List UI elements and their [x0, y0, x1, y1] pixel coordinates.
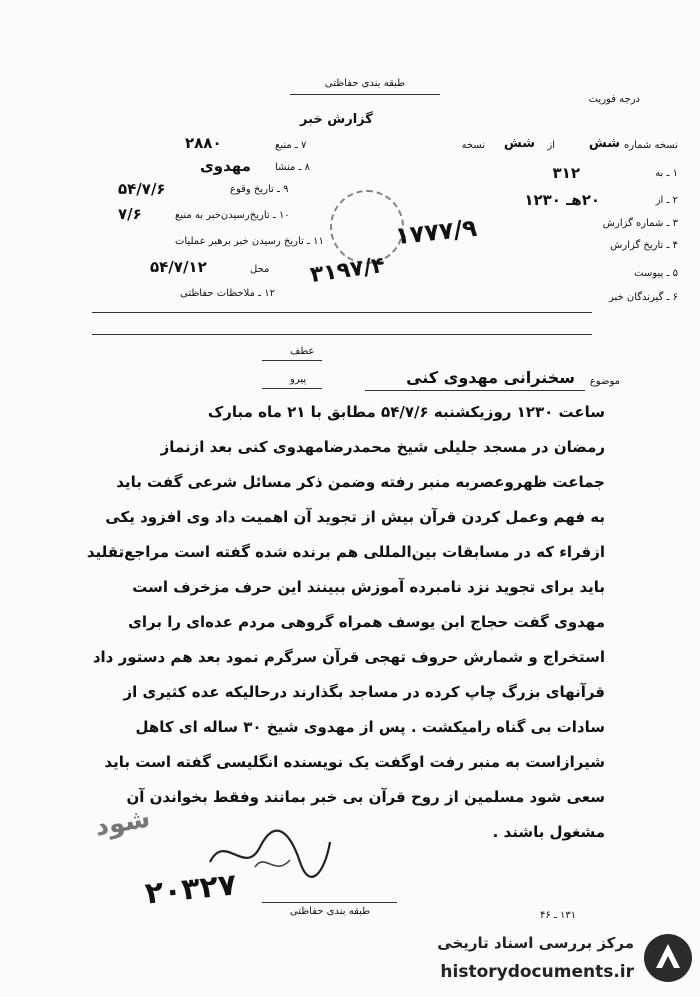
field-to-value: ۳۱۲: [552, 164, 580, 182]
copy-number-value: شش: [588, 136, 620, 151]
field-source-received-value: ۷/۶: [118, 205, 142, 223]
round-stamp: [330, 190, 404, 264]
copy-suffix: نسخه: [461, 140, 485, 151]
header-rule-2: [92, 334, 592, 335]
classification-top: طبقه بندی حفاظتی: [324, 78, 406, 89]
body-line: مهدوی گفت حجاج ابن یوسف همراه گروهی مردم عده‌ای را برای: [128, 613, 605, 631]
copy-from-value: شش: [503, 136, 535, 151]
field-occurrence-date-value: ۵۴/۷/۶: [118, 180, 166, 198]
field-to-label: ۱ ـ به: [655, 168, 678, 179]
field-source-received-label: ۱۰ ـ تاریخ‌رسیدن‌خبر به منبع: [175, 210, 290, 221]
subject-underline: [365, 390, 585, 391]
field-recipients-label: ۶ ـ گیرندگان خبر: [608, 292, 678, 303]
priority-label: درجه فوریت: [588, 94, 640, 105]
archive-logo-icon: [642, 932, 694, 984]
field-report-number-label: ۳ ـ شماره گزارش: [602, 218, 678, 229]
field-source-value: ۲۸۸۰: [185, 134, 222, 152]
body-line: رمضان در مسجد جلیلی شیخ محمدرضامهدوی کنی بعد ازنماز: [160, 438, 605, 456]
field-place-value: ۵۴/۷/۱۲: [150, 258, 207, 276]
body-line: استخراج و شمارش حروف تهجی قرآن سرگرم نمود بعد هم دستور داد: [92, 648, 605, 666]
subject-label: موضوع: [589, 376, 620, 387]
subject-value: سخنرانی مهدوی کنی: [406, 368, 575, 387]
body-line: قرآنهای بزرگ چاپ کرده در مساجد بگذارند درحالیکه عده کثیری از: [123, 683, 605, 701]
watermark-title: مرکز بررسی اسناد تاریخی: [437, 934, 634, 952]
body-line: ازقراء که در مسابقات بین‌المللی هم برنده شده گفته است مراجع‌تقلید: [86, 543, 605, 561]
header-rule-1: [92, 312, 592, 313]
stamp-number-first: ۱۷۷۷/۹: [393, 213, 479, 251]
body-line: مشغول باشند .: [492, 823, 605, 841]
peyro-rule: [262, 388, 322, 389]
field-attachment-label: ۵ ـ پیوست: [634, 268, 678, 279]
field-report-date-label: ۴ ـ تاریخ گزارش: [610, 240, 678, 251]
body-line: ساعت ۱۲۳۰ روزیکشنبه ۵۴/۷/۶ مطابق با ۲۱ ماه مبارک: [207, 403, 605, 421]
body-line: شیرازاست به منبر رفت اوگفت یک نویسنده انگلیسی گفته است باید: [104, 753, 605, 771]
handwritten-note: شود: [92, 803, 153, 843]
body-line: سعی شود مسلمین از روح قرآن بی خبر بمانند وفقط بخواندن آن: [126, 788, 605, 806]
form-code: ۱۳۱ ـ ۴۶: [540, 910, 577, 921]
report-title: گزارش خبر: [300, 112, 373, 127]
body-line: باید برای تجوید نزد نامبرده آموزش ببینند این حرف مزخرف است: [132, 578, 605, 596]
field-from-value: ۲۰هـ ۱۲۳۰: [524, 191, 600, 209]
copy-from-label: از: [547, 140, 555, 151]
classification-bottom: طبقه بندی حفاظتی: [289, 906, 371, 917]
classification-top-rule: [290, 94, 440, 95]
body-line: جماعت ظهروعصربه منبر رفته وضمن ذکر مسائل شرعی گفت باید: [116, 473, 605, 491]
field-ops-received-label: ۱۱ ـ تاریخ رسیدن خبر برهبر عملیات: [175, 236, 324, 247]
atf-rule: [262, 360, 322, 361]
stamp-number-second: ۳۱۹۷/۴: [308, 252, 387, 289]
peyro-label: پیرو: [290, 374, 307, 385]
field-origin-label: ۸ ـ منشا: [275, 162, 311, 173]
copy-number-label: نسخه شماره: [624, 140, 678, 151]
field-from-label: ۲ ـ از: [655, 195, 678, 206]
field-place-label: محل: [250, 264, 270, 275]
handwritten-number: ۲۰۳۲۷: [143, 867, 239, 912]
body-line: سادات بی گناه راميکشت . پس از مهدوی شیخ ۳۰ ساله ای کاهل: [135, 718, 605, 736]
field-origin-value: مهدوی: [200, 157, 251, 175]
watermark-logo: [412, 930, 694, 992]
atf-label: عطف: [290, 346, 315, 357]
watermark-url: historydocuments.ir: [440, 962, 634, 982]
body-line: به فهم وعمل کردن قرآن بیش از تجوید آن اهمیت داد وی افزود یکی: [105, 508, 605, 526]
field-security-notes-label: ۱۲ ـ ملاحظات حفاظتی: [180, 288, 275, 299]
classification-bottom-rule: [262, 902, 397, 903]
field-source-label: ۷ ـ منبع: [275, 140, 307, 151]
field-occurrence-date-label: ۹ ـ تاریخ وقوع: [230, 184, 289, 195]
